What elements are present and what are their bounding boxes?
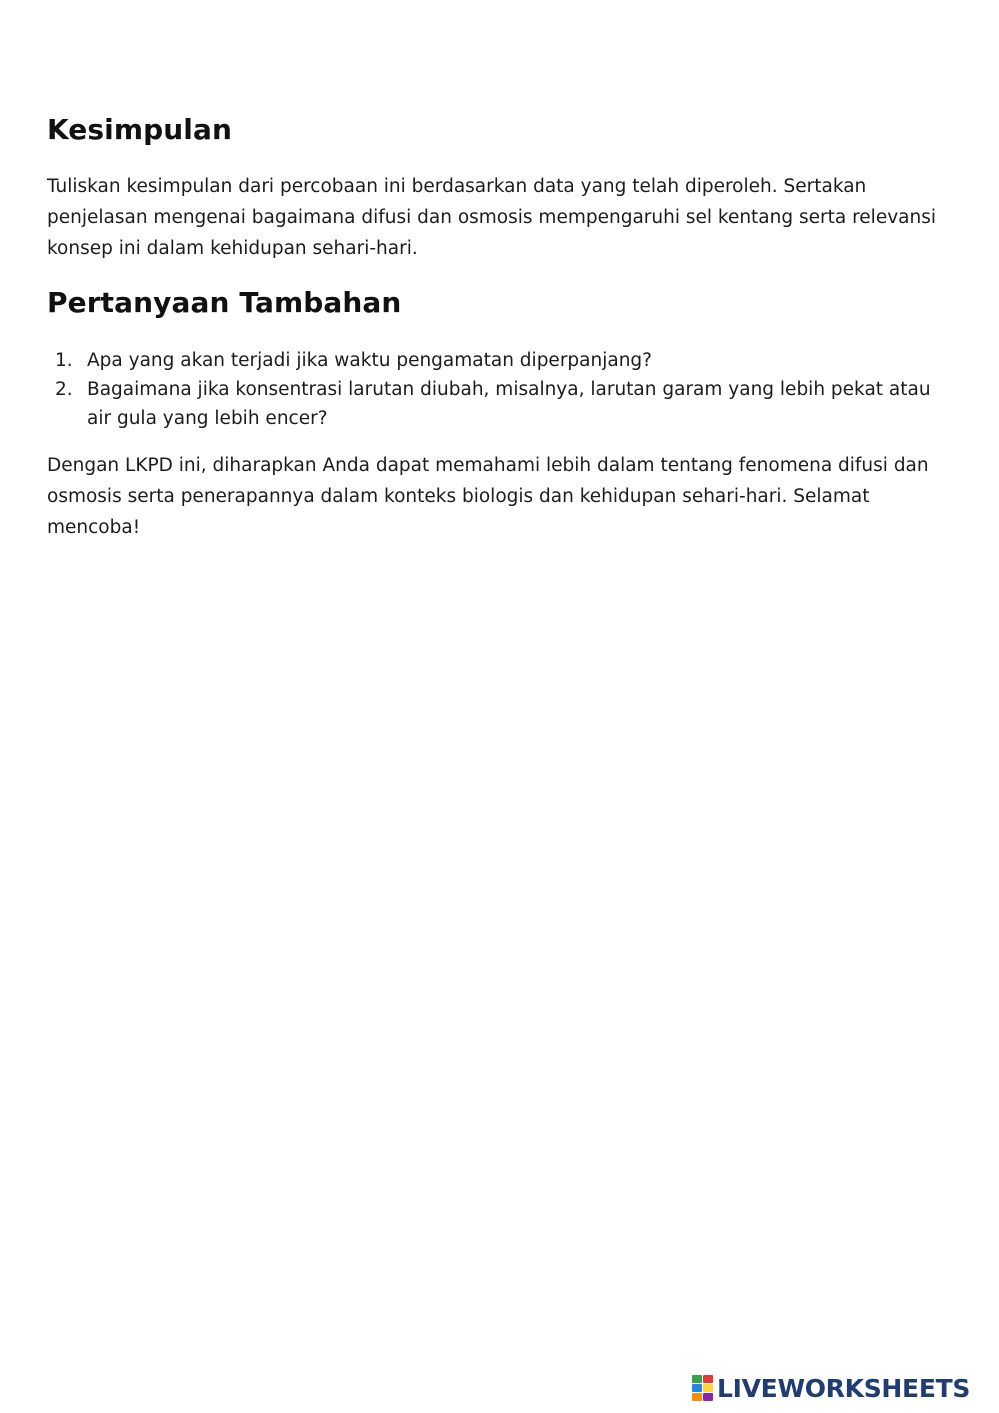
list-item-text: Bagaimana jika konsentrasi larutan diubah, misalnya, larutan garam yang lebih pekat atau air gula yang lebih encer?	[87, 379, 931, 429]
heading-kesimpulan: Kesimpulan	[47, 113, 233, 146]
list-item-number: 1.	[55, 350, 73, 371]
list-item-text: Apa yang akan terjadi jika waktu pengamatan diperpanjang?	[87, 350, 652, 371]
list-item-number: 2.	[55, 379, 73, 400]
logo-square	[703, 1393, 713, 1401]
logo-square	[703, 1384, 713, 1392]
paragraph-penutup: Dengan LKPD ini, diharapkan Anda dapat memahami lebih dalam tentang fenomena difusi dan osmosis serta penerapannya dalam konteks biologis dan kehidupan sehari-hari. Selamat mencoba!	[47, 455, 929, 538]
logo-square	[692, 1375, 702, 1383]
question-list	[47, 346, 952, 433]
paragraph-kesimpulan: Tuliskan kesimpulan dari percobaan ini berdasarkan data yang telah diperoleh. Sertakan penjelasan mengenai bagaimana difusi dan osmosis mempengaruhi sel kentang serta relevansi konsep ini dalam kehidupan sehari-hari.	[47, 176, 936, 259]
logo-wordmark: LIVEWORKSHEETS	[717, 1373, 971, 1403]
logo-square	[703, 1375, 713, 1383]
heading-pertanyaan-tambahan: Pertanyaan Tambahan	[47, 286, 402, 319]
liveworksheets-logo	[692, 1372, 970, 1404]
liveworksheets-logo-icon	[692, 1375, 714, 1401]
list-item	[47, 375, 952, 433]
logo-square	[692, 1384, 702, 1392]
logo-square	[692, 1393, 702, 1401]
list-item	[47, 346, 952, 375]
